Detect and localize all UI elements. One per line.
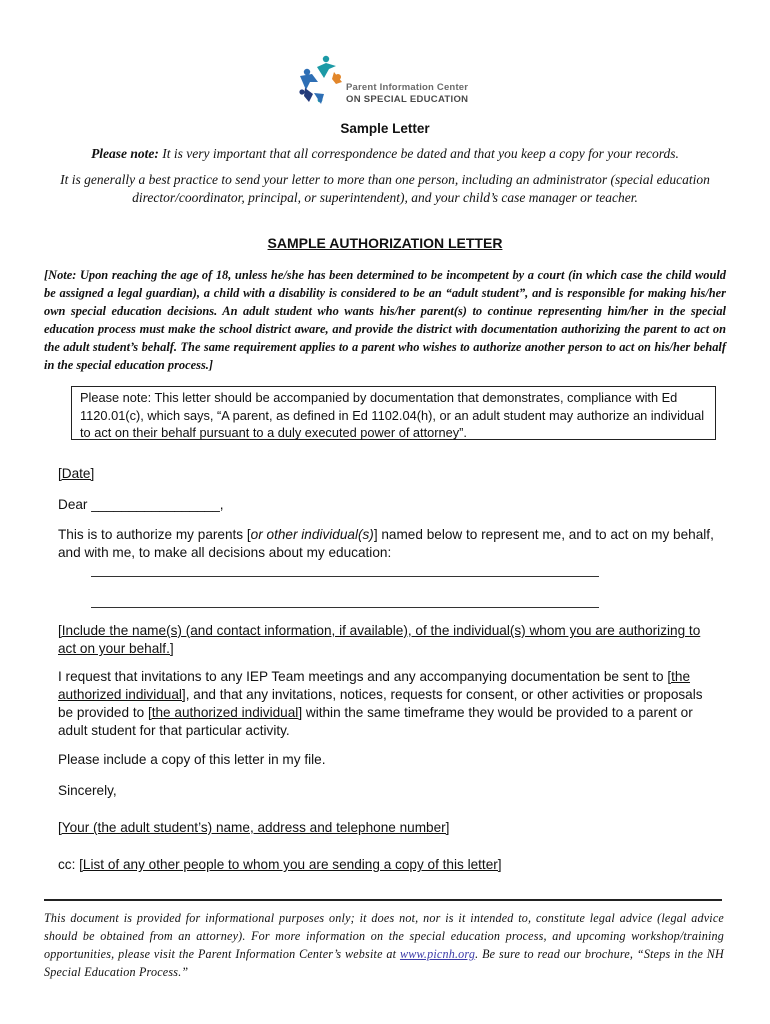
authorized-individual-2: [the authorized individual] — [147, 705, 303, 720]
organization-logo — [296, 52, 486, 108]
people-circle-logo-icon — [296, 52, 346, 108]
website-link[interactable]: www.picnh.org — [399, 947, 476, 961]
include-names-instruction: [Include the name(s) (and contact information, if available), of the individual(s) whom you are authorizing to act on your behalf.] — [58, 623, 701, 656]
request-text-1: I request that invitations to any IEP Team meetings and any accompanying documentation be sent to — [58, 669, 668, 684]
request-text-2: , and that any invitations, notices, requests for consent, or other activities or proposals be provided to — [58, 687, 703, 720]
cc-list: [List of any other people to whom you are sending a copy of this letter] — [79, 857, 502, 872]
authorization-text-start: This is to authorize my parents [ — [58, 527, 251, 542]
authorization-italic-text: or other individual(s) — [250, 527, 374, 542]
page-title: Sample Letter — [340, 121, 430, 136]
request-paragraph — [58, 668, 720, 740]
cc-line — [58, 856, 720, 874]
include-copy-text: Please include a copy of this letter in my file. — [58, 752, 326, 767]
signature-block — [58, 819, 720, 837]
documentation-note-box: Please note: This letter should be accompanied by documentation that demonstrates, compliance with Ed 1120.01(c), which says, “A parent, as defined in Ed 1102.04(h), or an adult student may authorize an individual to act on their behalf pursuant to a duly executed power of attorney”. — [71, 386, 716, 440]
footer-text-2: . Be sure to read our brochure, “Steps in the NH Special Education Process.” — [44, 947, 724, 979]
authorization-paragraph — [58, 526, 720, 562]
blank-line-2 — [91, 607, 599, 608]
adult-student-note: [Note: Upon reaching the age of 18, unless he/she has been determined to be incompetent by a court (in which case the child would be assigned a legal guardian), a child with a disability is considered to be an “adult student”, and is responsible for making his/her own special education decisions. An adult student who wants his/her parent(s) to continue representing him/her in the special education process must make the school district aware, and provide the district with documentation authorizing the parent to act on the adult student’s behalf. The same requirement applies to a parent who wishes to authorize another person to act on his/her behalf in the special education process.] — [44, 268, 726, 372]
best-practice-note: It is generally a best practice to send your letter to more than one person, including an administrator (special education director/coordinator, principal, or superintendent), and your child’s case manager or teacher. — [60, 172, 710, 205]
records-note — [0, 146, 770, 162]
authorized-individual-1: [the authorized individual] — [58, 669, 691, 702]
logo-text-line-1: Parent Information Center — [346, 82, 469, 93]
blank-line-1 — [91, 576, 599, 577]
footer-disclaimer — [44, 909, 724, 981]
letter-heading: SAMPLE AUTHORIZATION LETTER — [267, 235, 503, 251]
records-note-label: Please note: — [91, 146, 159, 161]
signature-placeholder: [Your (the adult student’s) name, address and telephone number] — [58, 820, 450, 835]
records-note-text: It is very important that all correspondence be dated and that you keep a copy for your records. — [158, 146, 679, 161]
request-text-3: within the same timeframe they would be provided to a parent or adult student for that particular activity. — [58, 705, 693, 738]
cc-label: cc: — [58, 857, 80, 872]
footer-divider — [44, 899, 722, 901]
closing: Sincerely, — [58, 783, 117, 798]
logo-text-line-2: ON SPECIAL EDUCATION — [346, 94, 469, 105]
footer-text-1: This document is provided for informational purposes only; it does not, nor is it intended to, constitute legal advice (legal advice should be obtained from an attorney). For more information on the special education process, and upcoming workshop/training opportunities, please visit the Parent Information Center’s website at — [44, 911, 724, 961]
salutation: Dear _________________, — [58, 497, 224, 512]
date-placeholder — [58, 465, 720, 483]
date-field: [Date] — [58, 466, 95, 481]
authorization-text-end: ] named below to represent me, and to act on my behalf, and with me, to make all decisions about my education: — [58, 527, 714, 560]
